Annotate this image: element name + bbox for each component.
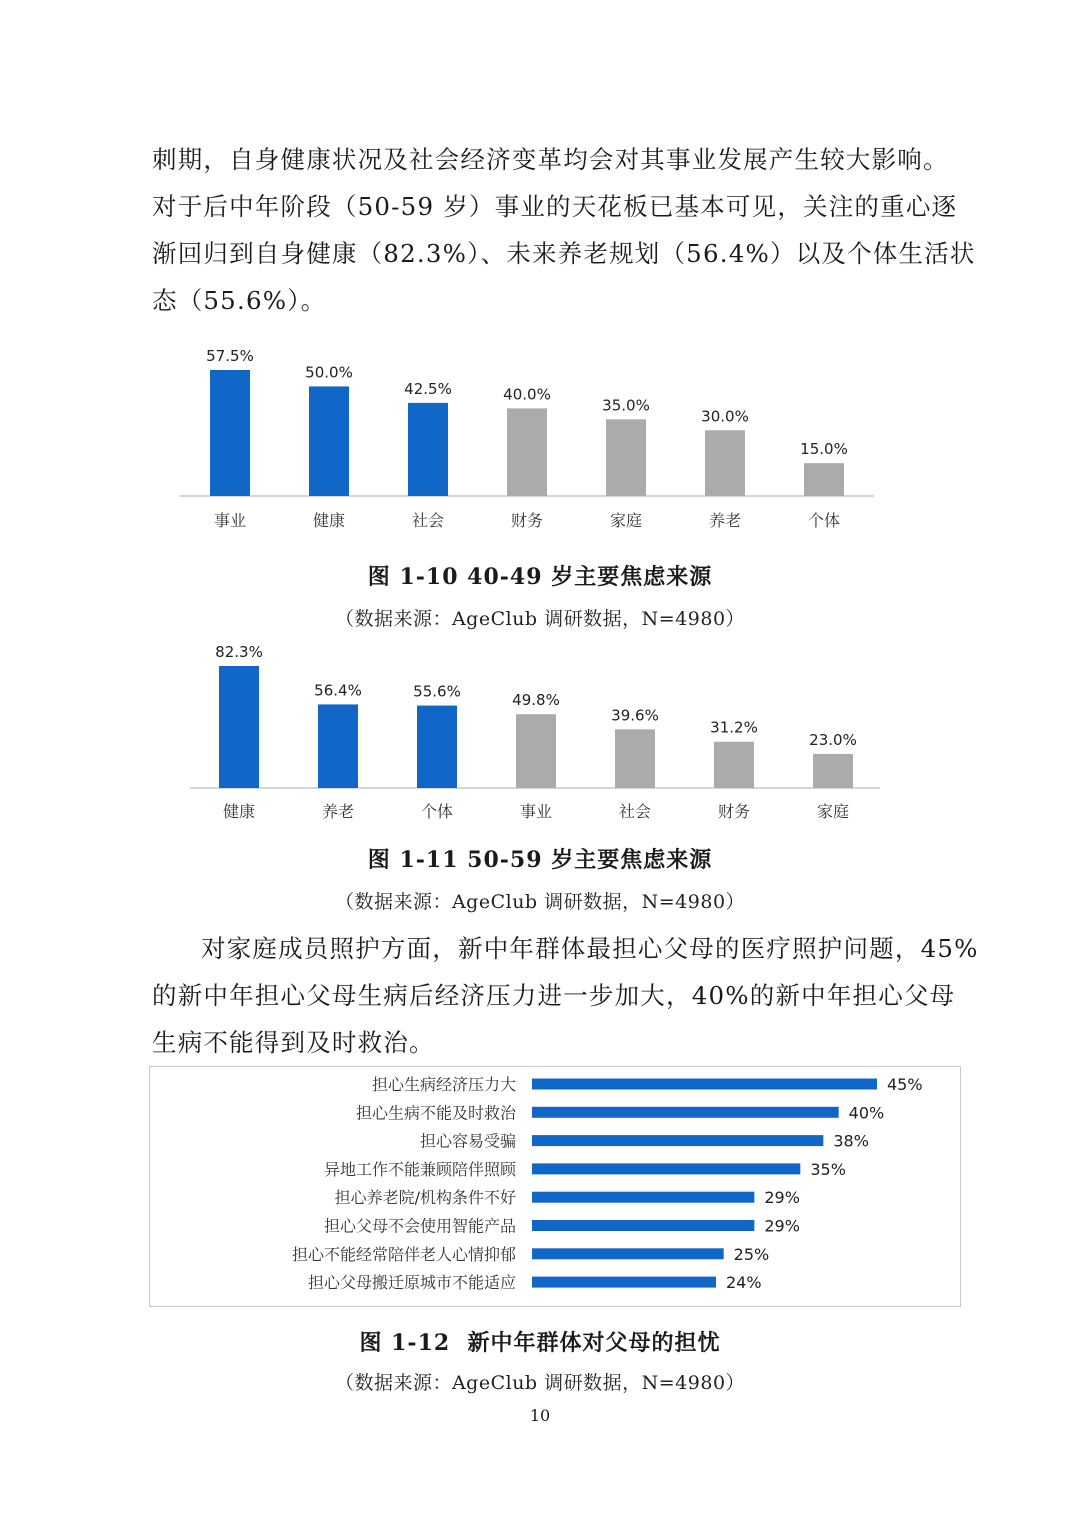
category-label: 担心父母搬迁原城市不能适应 (307, 1273, 516, 1293)
bar-value-label: 38% (833, 1131, 869, 1151)
bar-value-label: 31.2% (710, 718, 758, 737)
figure-source-1-11: （数据来源：AgeClub 调研数据，N=4980） (334, 891, 746, 913)
category-label: 家庭 (609, 511, 643, 530)
bar-value-label: 29% (764, 1216, 800, 1236)
bar-value-label: 82.3% (215, 643, 263, 661)
bar (532, 1079, 877, 1090)
bar (606, 419, 646, 496)
page-number: 10 (529, 1406, 551, 1425)
category-label: 事业 (213, 511, 247, 530)
bar-value-label: 57.5% (206, 347, 254, 365)
figure-source-1-12: （数据来源：AgeClub 调研数据，N=4980） (334, 1372, 746, 1394)
paragraph-family-care (152, 925, 979, 1066)
paragraph-line: 渐回归到自身健康（82.3%）、未来养老规划（56.4%）以及个体生活状 (152, 239, 976, 268)
bar (309, 386, 349, 496)
bar (210, 370, 250, 496)
category-label: 个体 (807, 511, 841, 530)
bar-value-label: 25% (733, 1244, 770, 1264)
bar (532, 1220, 754, 1231)
bar (532, 1248, 724, 1259)
category-label: 担心容易受骗 (419, 1131, 516, 1151)
bar (532, 1192, 754, 1203)
bar-value-label: 49.8% (512, 691, 560, 710)
paragraph-anxiety-intro (152, 136, 976, 324)
bar (705, 430, 745, 496)
figure-caption-1-10: 图 1-10 40-49 岁主要焦虑来源 (367, 564, 713, 590)
category-label: 社会 (411, 511, 445, 530)
bar-value-label: 50.0% (305, 363, 353, 382)
bar (532, 1135, 823, 1146)
bar (532, 1107, 839, 1118)
paragraph-line: 态（55.6%）。 (152, 286, 327, 315)
category-label: 健康 (222, 802, 256, 821)
category-label: 担心生病不能及时救治 (355, 1103, 516, 1123)
category-label: 担心不能经常陪伴老人心情抑郁 (291, 1244, 516, 1264)
paragraph-line: 的新中年担心父母生病后经济压力进一步加大，40%的新中年担心父母 (152, 981, 956, 1010)
bar (615, 729, 655, 788)
chart-anxiety-50-59 (0, 643, 1080, 828)
category-label: 养老 (321, 802, 355, 821)
bar-value-label: 15.0% (800, 440, 848, 459)
bar (219, 666, 259, 788)
bar (516, 714, 556, 788)
paragraph-line: 对家庭成员照护方面，新中年群体最担心父母的医疗照护问题，45% (201, 934, 979, 963)
bar (417, 706, 457, 788)
bar-value-label: 35% (810, 1159, 846, 1179)
bar-value-label: 45% (887, 1075, 923, 1094)
chart-parent-worries (0, 1066, 1080, 1307)
bar (507, 408, 547, 496)
bar-value-label: 29% (764, 1188, 800, 1208)
category-label: 担心父母不会使用智能产品 (323, 1216, 516, 1236)
paragraph-line: 刺期，自身健康状况及社会经济变革均会对其事业发展产生较大影响。 (152, 145, 949, 174)
bar (408, 403, 448, 496)
chart-anxiety-40-49 (0, 340, 1080, 540)
bar-value-label: 24% (726, 1273, 762, 1293)
bar-value-label: 23.0% (809, 730, 857, 749)
paragraph-line: 生病不能得到及时救治。 (152, 1028, 435, 1057)
figure-caption-1-12: 图 1-12 新中年群体对父母的担忧 (359, 1330, 721, 1356)
category-label: 财务 (510, 511, 544, 530)
bar (714, 742, 754, 788)
bar (532, 1163, 800, 1174)
bar-value-label: 40% (848, 1103, 885, 1123)
figure-source-1-10: （数据来源：AgeClub 调研数据，N=4980） (334, 608, 746, 630)
bar-value-label: 40.0% (503, 385, 551, 404)
bar-value-label: 35.0% (602, 396, 650, 415)
category-label: 事业 (519, 802, 553, 821)
paragraph-line: 对于后中年阶段（50-59 岁）事业的天花板已基本可见，关注的重心逐 (152, 192, 958, 221)
bar-value-label: 42.5% (404, 379, 452, 398)
bar (532, 1277, 716, 1288)
category-label: 个体 (420, 802, 454, 821)
category-label: 健康 (312, 511, 346, 530)
bar-value-label: 30.0% (701, 407, 749, 426)
category-label: 家庭 (816, 802, 850, 821)
category-label: 养老 (708, 511, 742, 530)
category-label: 异地工作不能兼顾陪伴照顾 (323, 1159, 516, 1179)
category-label: 社会 (618, 802, 652, 821)
bar-value-label: 39.6% (611, 706, 659, 725)
category-label: 财务 (717, 802, 751, 821)
bar-value-label: 55.6% (413, 682, 461, 701)
bar (804, 463, 844, 496)
bar (813, 754, 853, 788)
bar-value-label: 56.4% (314, 681, 362, 700)
figure-caption-1-11: 图 1-11 50-59 岁主要焦虑来源 (367, 847, 713, 873)
bar (318, 704, 358, 788)
category-label: 担心养老院/机构条件不好 (334, 1188, 516, 1208)
category-label: 担心生病经济压力大 (371, 1075, 516, 1094)
